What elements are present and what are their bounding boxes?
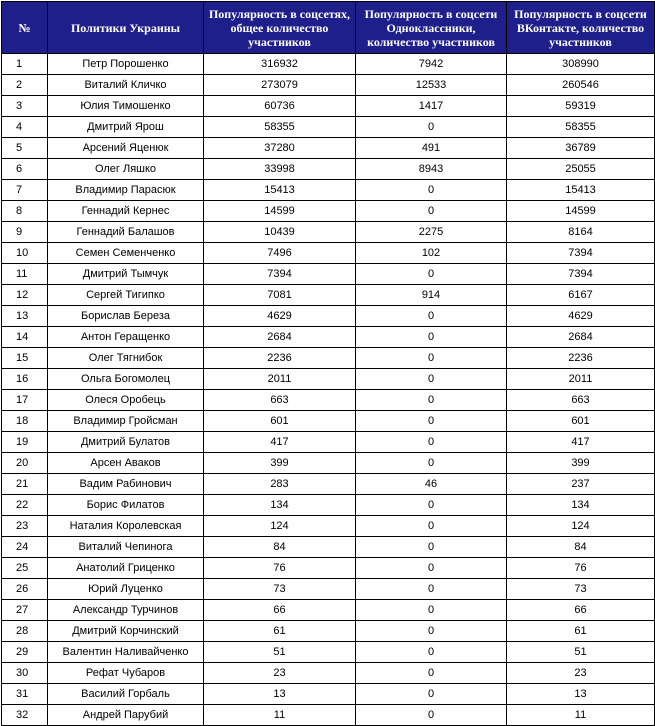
odnoklassniki-members-cell: 0 (356, 705, 507, 726)
politician-name-cell: Владимир Парасюк (48, 180, 204, 201)
header-total-popularity: Популярность в соцсетях, общее количество участников (204, 2, 356, 54)
total-members-cell: 7394 (204, 264, 356, 285)
table-row (2, 159, 655, 180)
table-row (2, 432, 655, 453)
table-row (2, 537, 655, 558)
vkontakte-members-cell: 260546 (507, 75, 655, 96)
vkontakte-members-cell: 36789 (507, 138, 655, 159)
table-row (2, 516, 655, 537)
total-members-cell: 11 (204, 705, 356, 726)
total-members-cell: 33998 (204, 159, 356, 180)
total-members-cell: 60736 (204, 96, 356, 117)
total-members-cell: 2236 (204, 348, 356, 369)
total-members-cell: 15413 (204, 180, 356, 201)
politicians-popularity-table (1, 1, 655, 726)
row-number-cell: 25 (2, 558, 48, 579)
total-members-cell: 316932 (204, 54, 356, 75)
total-members-cell: 66 (204, 600, 356, 621)
table-row (2, 327, 655, 348)
odnoklassniki-members-cell: 0 (356, 558, 507, 579)
politician-name-cell: Василий Горбаль (48, 684, 204, 705)
row-number-cell: 3 (2, 96, 48, 117)
vkontakte-members-cell: 417 (507, 432, 655, 453)
politician-name-cell: Юлия Тимошенко (48, 96, 204, 117)
politician-name-cell: Вадим Рабинович (48, 474, 204, 495)
politician-name-cell: Дмитрий Тымчук (48, 264, 204, 285)
politician-name-cell: Геннадий Кернес (48, 201, 204, 222)
total-members-cell: 124 (204, 516, 356, 537)
politician-name-cell: Андрей Парубий (48, 705, 204, 726)
odnoklassniki-members-cell: 0 (356, 684, 507, 705)
politician-name-cell: Виталий Кличко (48, 75, 204, 96)
table-row (2, 264, 655, 285)
politician-name-cell: Арсен Аваков (48, 453, 204, 474)
row-number-cell: 16 (2, 369, 48, 390)
table-row (2, 138, 655, 159)
row-number-cell: 29 (2, 642, 48, 663)
vkontakte-members-cell: 73 (507, 579, 655, 600)
odnoklassniki-members-cell: 12533 (356, 75, 507, 96)
odnoklassniki-members-cell: 0 (356, 621, 507, 642)
table-row (2, 75, 655, 96)
odnoklassniki-members-cell: 102 (356, 243, 507, 264)
row-number-cell: 32 (2, 705, 48, 726)
odnoklassniki-members-cell: 0 (356, 642, 507, 663)
row-number-cell: 30 (2, 663, 48, 684)
table-row (2, 180, 655, 201)
total-members-cell: 76 (204, 558, 356, 579)
row-number-cell: 22 (2, 495, 48, 516)
vkontakte-members-cell: 51 (507, 642, 655, 663)
odnoklassniki-members-cell: 0 (356, 117, 507, 138)
table-header (2, 2, 655, 54)
vkontakte-members-cell: 58355 (507, 117, 655, 138)
table-row (2, 705, 655, 726)
total-members-cell: 663 (204, 390, 356, 411)
table-row (2, 201, 655, 222)
vkontakte-members-cell: 23 (507, 663, 655, 684)
vkontakte-members-cell: 601 (507, 411, 655, 432)
total-members-cell: 10439 (204, 222, 356, 243)
politician-name-cell: Сергей Тигипко (48, 285, 204, 306)
row-number-cell: 27 (2, 600, 48, 621)
row-number-cell: 21 (2, 474, 48, 495)
vkontakte-members-cell: 8164 (507, 222, 655, 243)
total-members-cell: 14599 (204, 201, 356, 222)
row-number-cell: 31 (2, 684, 48, 705)
row-number-cell: 7 (2, 180, 48, 201)
odnoklassniki-members-cell: 0 (356, 327, 507, 348)
vkontakte-members-cell: 66 (507, 600, 655, 621)
row-number-cell: 8 (2, 201, 48, 222)
total-members-cell: 23 (204, 663, 356, 684)
vkontakte-members-cell: 4629 (507, 306, 655, 327)
politician-name-cell: Юрий Луценко (48, 579, 204, 600)
odnoklassniki-members-cell: 491 (356, 138, 507, 159)
vkontakte-members-cell: 59319 (507, 96, 655, 117)
table-row (2, 348, 655, 369)
vkontakte-members-cell: 399 (507, 453, 655, 474)
vkontakte-members-cell: 134 (507, 495, 655, 516)
politician-name-cell: Геннадий Балашов (48, 222, 204, 243)
header-vkontakte-popularity: Популярность в соцсети ВКонтакте, количество участников (507, 2, 655, 54)
vkontakte-members-cell: 14599 (507, 201, 655, 222)
politician-name-cell: Петр Порошенко (48, 54, 204, 75)
vkontakte-members-cell: 25055 (507, 159, 655, 180)
row-number-cell: 11 (2, 264, 48, 285)
table-row (2, 390, 655, 411)
vkontakte-members-cell: 308990 (507, 54, 655, 75)
odnoklassniki-members-cell: 0 (356, 264, 507, 285)
table-row (2, 222, 655, 243)
odnoklassniki-members-cell: 0 (356, 495, 507, 516)
vkontakte-members-cell: 2684 (507, 327, 655, 348)
table-row (2, 663, 655, 684)
row-number-cell: 19 (2, 432, 48, 453)
politician-name-cell: Ольга Богомолец (48, 369, 204, 390)
vkontakte-members-cell: 13 (507, 684, 655, 705)
total-members-cell: 7081 (204, 285, 356, 306)
total-members-cell: 51 (204, 642, 356, 663)
row-number-cell: 6 (2, 159, 48, 180)
odnoklassniki-members-cell: 0 (356, 432, 507, 453)
row-number-cell: 23 (2, 516, 48, 537)
politician-name-cell: Олег Тягнибок (48, 348, 204, 369)
header-odnoklassniki-popularity: Популярность в соцсети Одноклассники, количество участников (356, 2, 507, 54)
table-row (2, 474, 655, 495)
total-members-cell: 84 (204, 537, 356, 558)
row-number-cell: 14 (2, 327, 48, 348)
total-members-cell: 601 (204, 411, 356, 432)
row-number-cell: 26 (2, 579, 48, 600)
vkontakte-members-cell: 76 (507, 558, 655, 579)
row-number-cell: 10 (2, 243, 48, 264)
table-row (2, 285, 655, 306)
vkontakte-members-cell: 7394 (507, 264, 655, 285)
politician-name-cell: Валентин Наливайченко (48, 642, 204, 663)
odnoklassniki-members-cell: 0 (356, 390, 507, 411)
odnoklassniki-members-cell: 0 (356, 348, 507, 369)
row-number-cell: 13 (2, 306, 48, 327)
politician-name-cell: Александр Турчинов (48, 600, 204, 621)
total-members-cell: 399 (204, 453, 356, 474)
total-members-cell: 134 (204, 495, 356, 516)
row-number-cell: 24 (2, 537, 48, 558)
odnoklassniki-members-cell: 46 (356, 474, 507, 495)
politician-name-cell: Анатолий Гриценко (48, 558, 204, 579)
politician-name-cell: Дмитрий Булатов (48, 432, 204, 453)
total-members-cell: 13 (204, 684, 356, 705)
table-row (2, 684, 655, 705)
table-row (2, 453, 655, 474)
odnoklassniki-members-cell: 914 (356, 285, 507, 306)
politician-name-cell: Владимир Гройсман (48, 411, 204, 432)
row-number-cell: 20 (2, 453, 48, 474)
total-members-cell: 273079 (204, 75, 356, 96)
header-politician: Политики Украины (48, 2, 204, 54)
vkontakte-members-cell: 61 (507, 621, 655, 642)
politician-name-cell: Семен Семенченко (48, 243, 204, 264)
vkontakte-members-cell: 237 (507, 474, 655, 495)
total-members-cell: 417 (204, 432, 356, 453)
odnoklassniki-members-cell: 0 (356, 180, 507, 201)
vkontakte-members-cell: 15413 (507, 180, 655, 201)
total-members-cell: 7496 (204, 243, 356, 264)
odnoklassniki-members-cell: 1417 (356, 96, 507, 117)
row-number-cell: 4 (2, 117, 48, 138)
table-row (2, 117, 655, 138)
vkontakte-members-cell: 6167 (507, 285, 655, 306)
politician-name-cell: Олеся Оробець (48, 390, 204, 411)
row-number-cell: 18 (2, 411, 48, 432)
total-members-cell: 58355 (204, 117, 356, 138)
odnoklassniki-members-cell: 0 (356, 453, 507, 474)
row-number-cell: 28 (2, 621, 48, 642)
politician-name-cell: Дмитрий Корчинский (48, 621, 204, 642)
total-members-cell: 283 (204, 474, 356, 495)
header-row (2, 2, 655, 54)
table-row (2, 243, 655, 264)
politician-name-cell: Дмитрий Ярош (48, 117, 204, 138)
table-row (2, 579, 655, 600)
odnoklassniki-members-cell: 0 (356, 411, 507, 432)
total-members-cell: 73 (204, 579, 356, 600)
total-members-cell: 4629 (204, 306, 356, 327)
vkontakte-members-cell: 124 (507, 516, 655, 537)
table-row (2, 96, 655, 117)
table-row (2, 642, 655, 663)
politician-name-cell: Олег Ляшко (48, 159, 204, 180)
vkontakte-members-cell: 84 (507, 537, 655, 558)
table-row (2, 369, 655, 390)
odnoklassniki-members-cell: 7942 (356, 54, 507, 75)
vkontakte-members-cell: 11 (507, 705, 655, 726)
politician-name-cell: Антон Геращенко (48, 327, 204, 348)
total-members-cell: 2684 (204, 327, 356, 348)
odnoklassniki-members-cell: 0 (356, 201, 507, 222)
table-row (2, 411, 655, 432)
odnoklassniki-members-cell: 8943 (356, 159, 507, 180)
table-row (2, 495, 655, 516)
table-row (2, 54, 655, 75)
row-number-cell: 15 (2, 348, 48, 369)
table-row (2, 621, 655, 642)
row-number-cell: 17 (2, 390, 48, 411)
odnoklassniki-members-cell: 0 (356, 600, 507, 621)
vkontakte-members-cell: 7394 (507, 243, 655, 264)
politician-name-cell: Борис Филатов (48, 495, 204, 516)
odnoklassniki-members-cell: 0 (356, 369, 507, 390)
header-number: № (2, 2, 48, 54)
total-members-cell: 61 (204, 621, 356, 642)
odnoklassniki-members-cell: 2275 (356, 222, 507, 243)
table-row (2, 306, 655, 327)
row-number-cell: 1 (2, 54, 48, 75)
politician-name-cell: Рефат Чубаров (48, 663, 204, 684)
odnoklassniki-members-cell: 0 (356, 579, 507, 600)
row-number-cell: 12 (2, 285, 48, 306)
row-number-cell: 2 (2, 75, 48, 96)
vkontakte-members-cell: 2236 (507, 348, 655, 369)
vkontakte-members-cell: 2011 (507, 369, 655, 390)
odnoklassniki-members-cell: 0 (356, 537, 507, 558)
politician-name-cell: Виталий Чепинога (48, 537, 204, 558)
politician-name-cell: Наталия Королевская (48, 516, 204, 537)
table-row (2, 558, 655, 579)
table-body (2, 54, 655, 726)
odnoklassniki-members-cell: 0 (356, 516, 507, 537)
politician-name-cell: Арсений Яценюк (48, 138, 204, 159)
total-members-cell: 37280 (204, 138, 356, 159)
vkontakte-members-cell: 663 (507, 390, 655, 411)
total-members-cell: 2011 (204, 369, 356, 390)
row-number-cell: 9 (2, 222, 48, 243)
odnoklassniki-members-cell: 0 (356, 663, 507, 684)
politician-name-cell: Борислав Береза (48, 306, 204, 327)
row-number-cell: 5 (2, 138, 48, 159)
table-row (2, 600, 655, 621)
odnoklassniki-members-cell: 0 (356, 306, 507, 327)
